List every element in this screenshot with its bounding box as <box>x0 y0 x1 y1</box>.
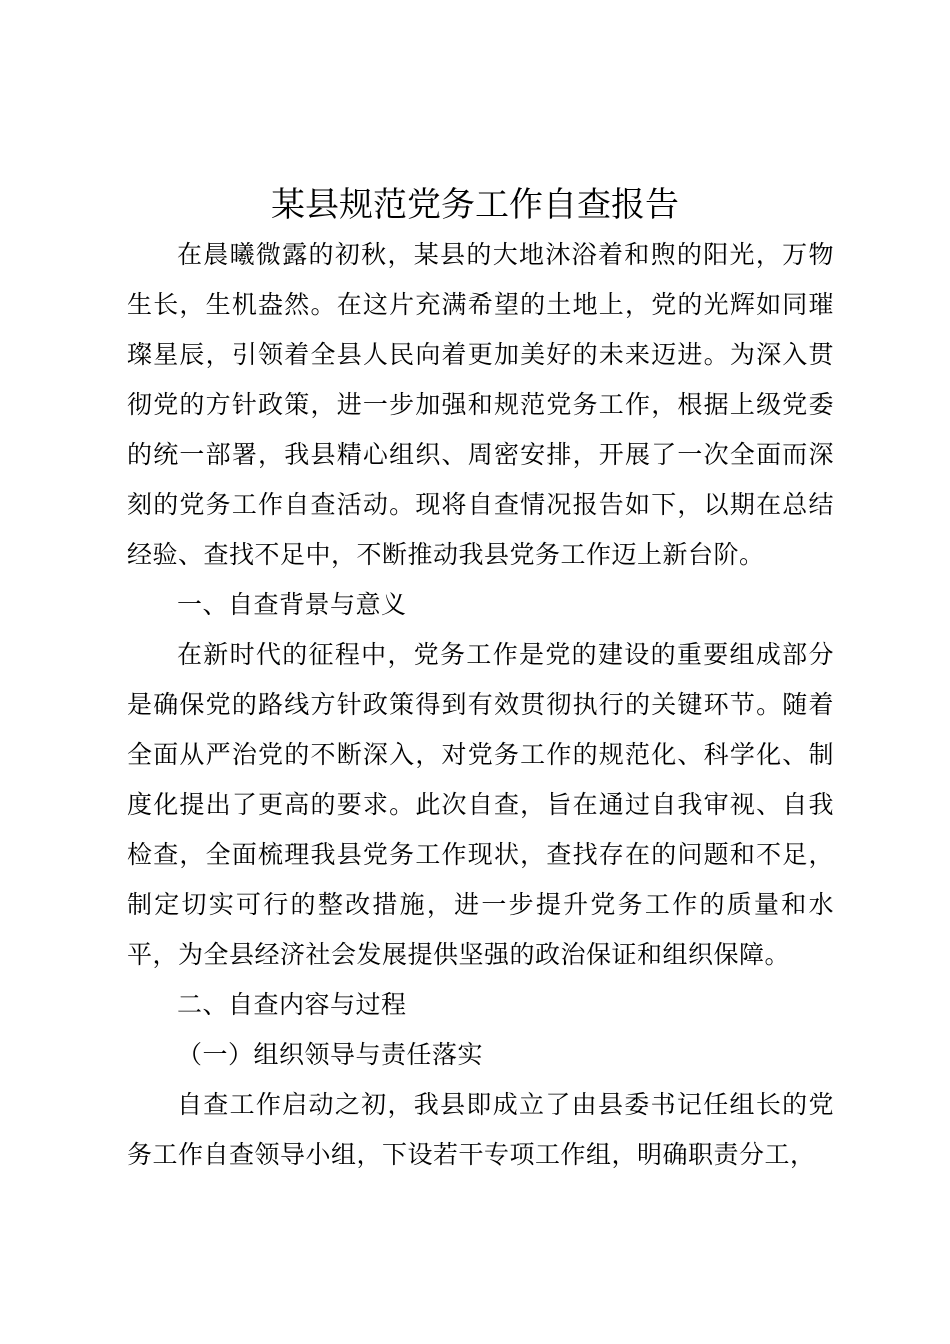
subsection-body-leadership: 自查工作启动之初，我县即成立了由县委书记任组长的党务工作自查领导小组，下设若干专项工作组，明确职责分工， <box>127 1090 834 1169</box>
intro-paragraph: 在晨曦微露的初秋，某县的大地沐浴着和煦的阳光，万物生长，生机盎然。在这片充满希望的土地上，党的光辉如同璀璨星辰，引领着全县人民向着更加美好的未来迈进。为深入贯彻党的方针政策，进一步加强和规范党务工作，根据上级党委的统一部署，我县精心组织、周密安排，开展了一次全面而深刻的党务工作自查活动。现将自查情况报告如下，以期在总结经验、查找不足中，不断推动我县党务工作迈上新台阶。 <box>127 240 834 569</box>
section-body-background: 在新时代的征程中，党务工作是党的建设的重要组成部分是确保党的路线方针政策得到有效贯彻执行的关键环节。随着全面从严治党的不断深入，对党务工作的规范化、科学化、制度化提出了更高的要求。此次自查，旨在通过自我审视、自我检查，全面梳理我县党务工作现状，查找存在的问题和不足，制定切实可行的整改措施，进一步提升党务工作的质量和水平，为全县经济社会发展提供坚强的政治保证和组织保障。 <box>127 640 834 969</box>
section-heading-content: 二、自查内容与过程 <box>177 990 407 1019</box>
document-title: 某县规范党务工作自查报告 <box>271 185 679 225</box>
section-heading-background: 一、自查背景与意义 <box>177 590 407 619</box>
subsection-heading-leadership: （一）组织领导与责任落实 <box>177 1040 484 1069</box>
document-body <box>127 230 834 1180</box>
